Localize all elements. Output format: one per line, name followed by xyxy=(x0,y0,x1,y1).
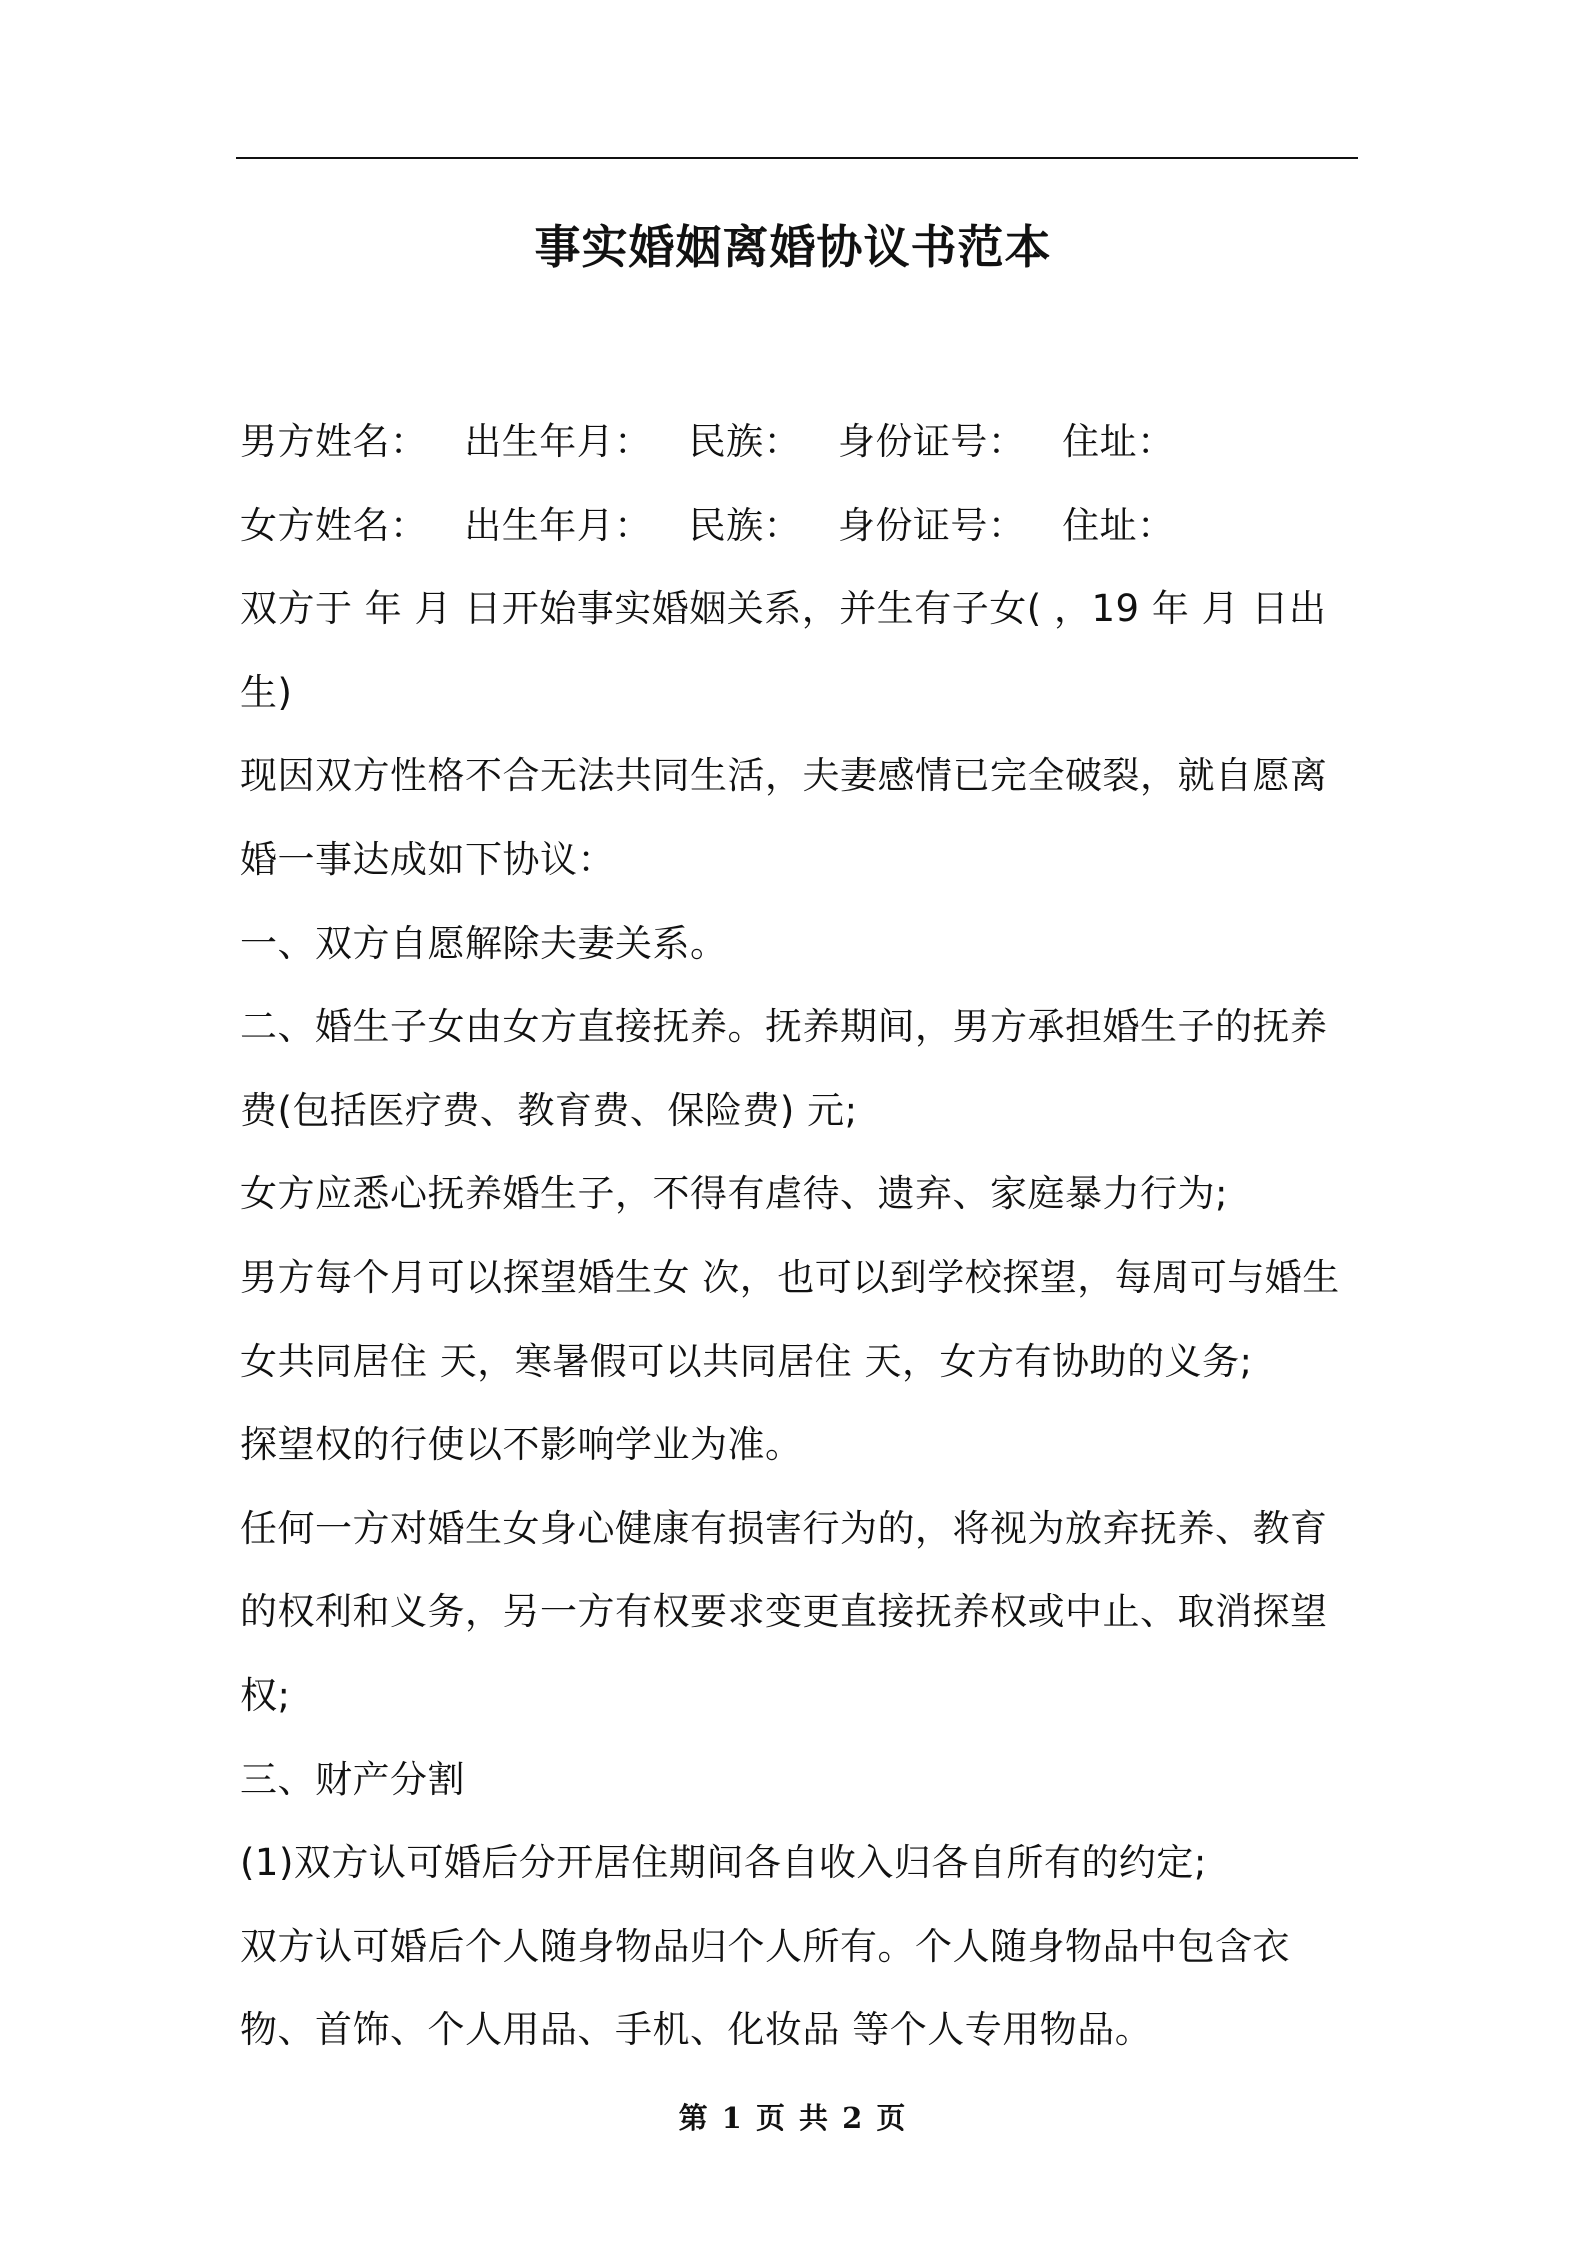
clause-three-item-1: (1)双方认可婚后分开居住期间各自收入归各自所有的约定; xyxy=(240,1841,1207,1885)
clause-three-personal-items: 双方认可婚后个人随身物品归个人所有。个人随身物品中包含衣物、首饰、个人用品、手机、化妆品 等个人专用物品。 xyxy=(240,1924,1290,2052)
clause-two-visitation-limit: 探望权的行使以不影响学业为准。 xyxy=(240,1423,803,1467)
document-title: 事实婚姻离婚协议书范本 xyxy=(534,220,1052,274)
female-info-line: 女方姓名： 出生年月： 民族： 身份证号： 住址： xyxy=(240,503,1175,547)
reason-paragraph: 现因双方性格不合无法共同生活，夫妻感情已完全破裂，就自愿离婚一事达成如下协议： xyxy=(240,754,1328,881)
clause-three-heading: 三、财产分割 xyxy=(240,1757,465,1801)
male-info-line: 男方姓名： 出生年月： 民族： 身份证号： 住址： xyxy=(240,420,1175,463)
clause-two-visitation: 男方每个月可以探望婚生女 次，也可以到学校探望，每周可与婚生女共同居住 天，寒暑假可以共同居住 天，女方有协助的义务; xyxy=(240,1255,1340,1383)
clause-one: 一、双方自愿解除夫妻关系。 xyxy=(240,921,728,965)
document-body xyxy=(240,400,1360,2072)
header-rule xyxy=(236,157,1358,159)
marriage-start-paragraph: 双方于 年 月 日开始事实婚姻关系，并生有子女( ，19 年 月 日出生) xyxy=(240,587,1327,714)
clause-two-duty: 女方应悉心抚养婚生子，不得有虐待、遗弃、家庭暴力行为; xyxy=(240,1172,1228,1216)
clause-two: 二、婚生子女由女方直接抚养。抚养期间，男方承担婚生子的抚养费(包括医疗费、教育费、保险费) 元; xyxy=(240,1005,1328,1132)
clause-two-harm: 任何一方对婚生女身心健康有损害行为的，将视为放弃抚养、教育的权利和义务，另一方有权要求变更直接抚养权或中止、取消探望权; xyxy=(240,1506,1328,1717)
page-footer: 第 1 页 共 2 页 xyxy=(678,2101,908,2135)
